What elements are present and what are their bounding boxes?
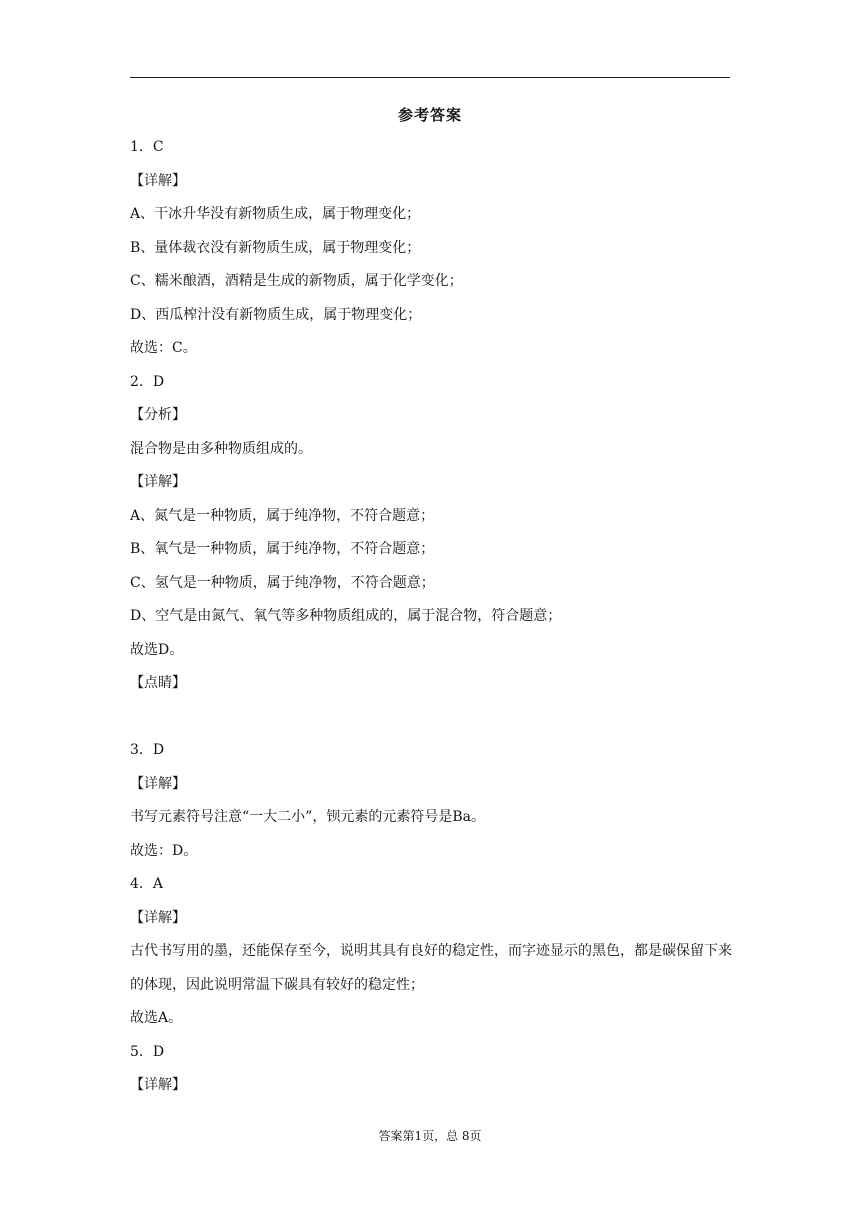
answer-number-3: 3．D bbox=[130, 742, 165, 758]
answer-number-2: 2．D bbox=[130, 373, 165, 390]
blank-line bbox=[130, 701, 732, 735]
section-heading-detail: 【详解】 bbox=[130, 909, 186, 926]
answer-choice: 故选：D。 bbox=[130, 842, 198, 859]
answer-text: A、干冰升华没有新物质生成，属于物理变化； bbox=[130, 206, 421, 222]
answer-text: D、空气是由氮气、氧气等多种物质组成的，属于混合物，符合题意； bbox=[130, 608, 562, 624]
answer-choice: 故选：C。 bbox=[130, 340, 197, 356]
answer-paragraph: 古代书写用的墨，还能保存至今，说明其具有良好的稳定性，而字迹显示的黑色，都是碳保留下来的体现，因此说明常温下碳具有较好的稳定性； bbox=[130, 943, 732, 993]
answer-text: B、量体裁衣没有新物质生成，属于物理变化； bbox=[130, 239, 421, 256]
page-footer: 答案第1页，总 8页 bbox=[378, 1129, 482, 1143]
header-rule bbox=[130, 77, 730, 78]
answer-text: C、糯米酿酒，酒精是生成的新物质，属于化学变化； bbox=[130, 273, 463, 289]
section-heading-detail: 【详解】 bbox=[130, 474, 186, 490]
section-heading-detail: 【详解】 bbox=[130, 172, 186, 189]
answer-choice: 故选A。 bbox=[130, 1010, 183, 1026]
answer-text: 混合物是由多种物质组成的。 bbox=[130, 440, 312, 457]
section-heading-detail: 【详解】 bbox=[130, 775, 186, 792]
answer-text: 书写元素符号注意“一大二小”，钡元素的元素符号是Ba。 bbox=[130, 809, 485, 825]
answer-text: B、氧气是一种物质，属于纯净物，不符合题意； bbox=[130, 541, 435, 557]
answer-number-5: 5．D bbox=[130, 1043, 165, 1060]
answer-number-1: 1．C bbox=[130, 139, 164, 155]
answer-number-4: 4．A bbox=[130, 876, 164, 892]
answer-text: A、氮气是一种物质，属于纯净物，不符合题意； bbox=[130, 507, 435, 524]
section-heading-analysis: 【分析】 bbox=[130, 407, 186, 423]
answer-text: C、氢气是一种物质，属于纯净物，不符合题意； bbox=[130, 574, 435, 591]
section-heading-comment: 【点睛】 bbox=[130, 675, 186, 691]
answer-text: D、西瓜榨汁没有新物质生成，属于物理变化； bbox=[130, 306, 422, 323]
answer-choice: 故选D。 bbox=[130, 641, 184, 658]
answer-content bbox=[130, 131, 732, 1103]
page-title: 参考答案 bbox=[397, 106, 462, 124]
section-heading-detail: 【详解】 bbox=[130, 1077, 186, 1093]
